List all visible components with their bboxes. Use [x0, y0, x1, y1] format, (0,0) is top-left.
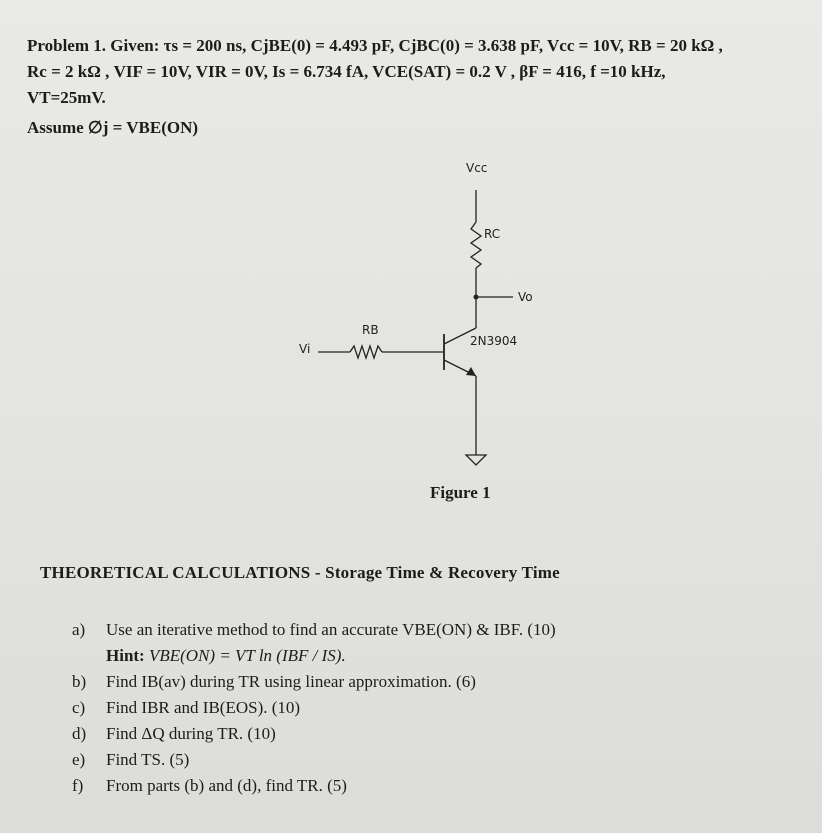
question-letter: b): [72, 672, 87, 691]
question-letter: d): [72, 724, 87, 743]
question-letter: f): [72, 776, 84, 795]
given-line-1: Problem 1. Given: τs = 200 ns, CjBE(0) = 4.493 pF, CjBC(0) = 3.638 pF, Vcc = 10V, RB = 20 kΩ ,: [27, 36, 723, 55]
question-text: Find TS. (5): [106, 750, 190, 769]
ground-icon: [466, 455, 486, 465]
question-a: [72, 617, 556, 643]
transistor-label: 2N3904: [470, 334, 518, 348]
vi-label: Vi: [299, 342, 311, 356]
rb-resistor: [350, 346, 382, 358]
hint-line: [72, 643, 556, 669]
question-b: [72, 669, 556, 695]
rc-resistor: [471, 222, 481, 268]
rb-label: RB: [362, 323, 379, 337]
rc-label: RC: [484, 227, 501, 241]
question-letter: e): [72, 750, 86, 769]
question-f: [72, 773, 556, 799]
vcc-label: Vcc: [466, 161, 488, 175]
question-letter: a): [72, 620, 86, 639]
question-text: Use an iterative method to find an accurate VBE(ON) & IBF. (10): [106, 620, 556, 639]
given-line-3: VT=25mV.: [27, 88, 106, 107]
hint-formula: VBE(ON) = VT ln (IBF / IS).: [148, 646, 346, 665]
figure-caption: Figure 1: [430, 483, 491, 502]
question-e: [72, 747, 556, 773]
question-c: [72, 695, 556, 721]
question-text: Find ΔQ during TR. (10): [106, 724, 276, 743]
section-title: THEORETICAL CALCULATIONS - Storage Time & Recovery Time: [40, 563, 560, 582]
question-text: From parts (b) and (d), find TR. (5): [106, 776, 347, 795]
question-letter: c): [72, 698, 86, 717]
assumption-line: Assume ∅j = VBE(ON): [27, 118, 199, 137]
given-line-2: Rc = 2 kΩ , VIF = 10V, VIR = 0V, Is = 6.734 fA, VCE(SAT) = 0.2 V , βF = 416, f =10 kHz,: [27, 62, 666, 81]
vo-label: Vo: [518, 290, 533, 304]
question-d: [72, 721, 556, 747]
hint-label: Hint:: [106, 646, 145, 665]
question-text: Find IB(av) during TR using linear approximation. (6): [106, 672, 476, 691]
question-list: [72, 617, 556, 799]
question-text: Find IBR and IB(EOS). (10): [106, 698, 301, 717]
